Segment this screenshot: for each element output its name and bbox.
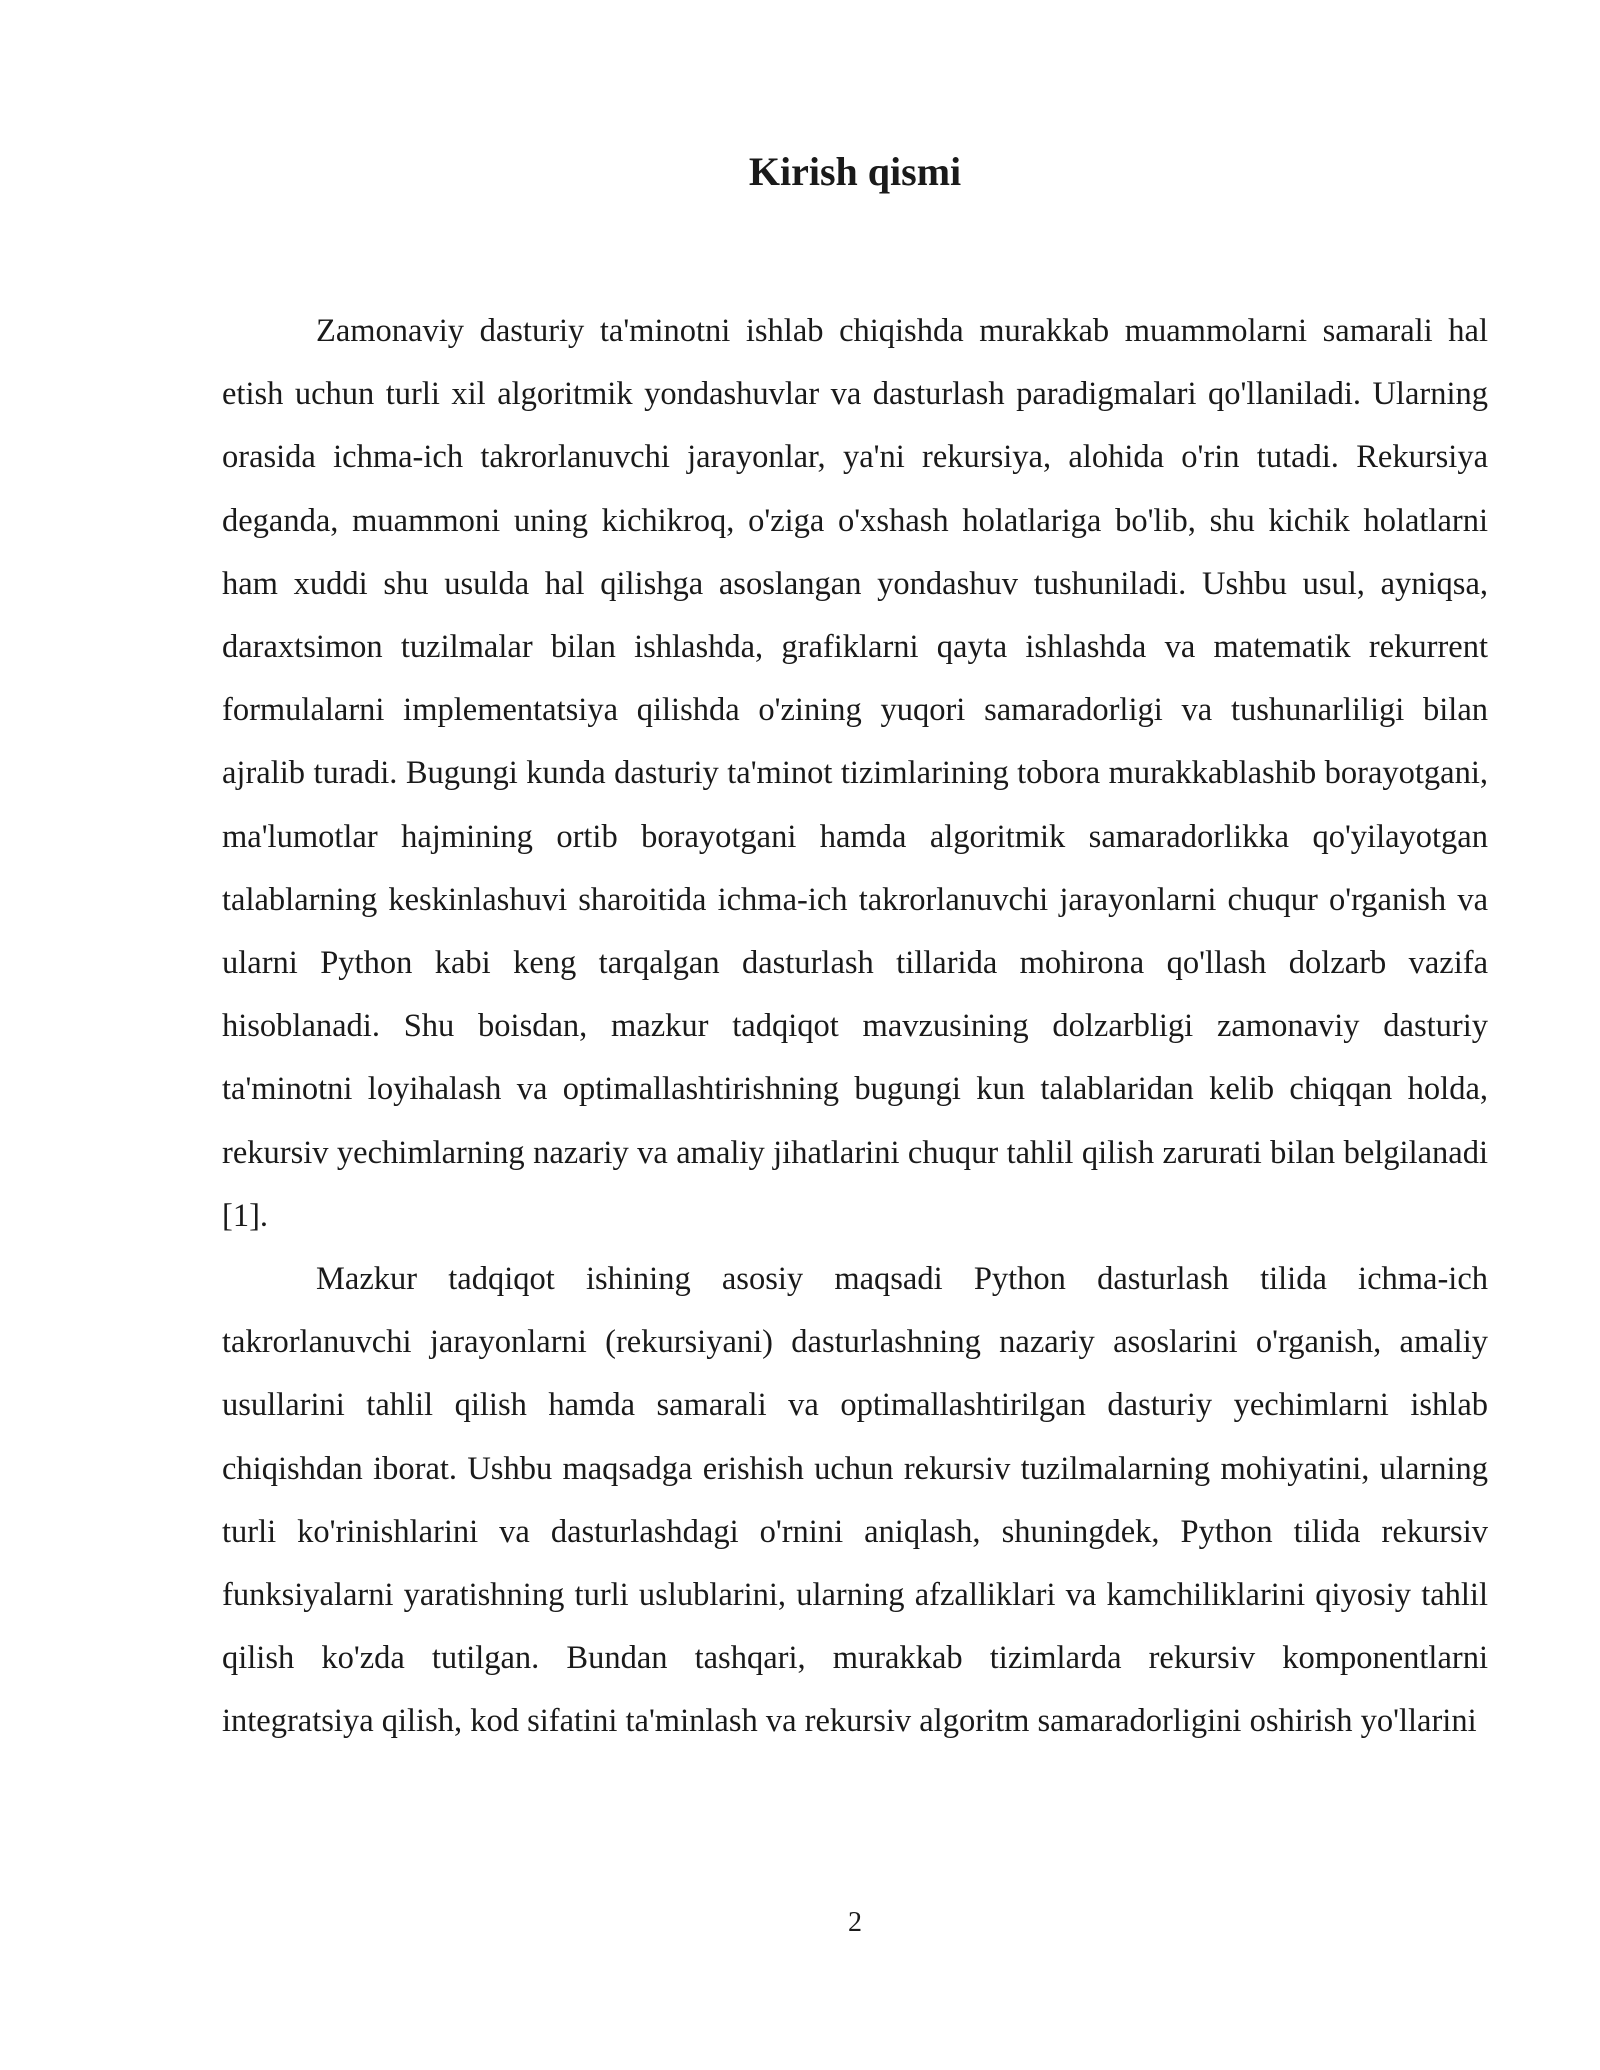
- document-body: [222, 300, 1488, 1754]
- paragraph-2: Mazkur tadqiqot ishining asosiy maqsadi Python dasturlash tilida ichma-ich takrorlanuvchi jarayonlarni (rekursiyani) dasturlashning nazariy asoslarini o'rganish, amaliy usullarini tahlil qilish hamda samarali va optimallashtirilgan dasturiy yechimlarni ishlab chiqishdan iborat. Ushbu maqsadga erishish uchun rekursiv tuzilmalarning mohiyatini, ularning turli ko'rinishlarini va dasturlashdagi o'rnini aniqlash, shuningdek, Python tilida rekursiv funksiyalarni yaratishning turli uslublarini, ularning afzalliklari va kamchiliklarini qiyosiy tahlil qilish ko'zda tutilgan. Bundan tashqari, murakkab tizimlarda rekursiv komponentlarni integratsiya qilish, kod sifatini ta'minlash va rekursiv algoritm samaradorligini oshirish yo'llarini: [222, 1261, 1488, 1740]
- page-number: 2: [848, 1907, 862, 1938]
- paragraph-1: Zamonaviy dasturiy ta'minotni ishlab chiqishda murakkab muammolarni samarali hal etish uchun turli xil algoritmik yondashuvlar va dasturlash paradigmalari qo'llaniladi. Ularning orasida ichma-ich takrorlanuvchi jarayonlar, ya'ni rekursiya, alohida o'rin tutadi. Rekursiya deganda, muammoni uning kichikroq, o'ziga o'xshash holatlariga bo'lib, shu kichik holatlarni ham xuddi shu usulda hal qilishga asoslangan yondashuv tushuniladi. Ushbu usul, ayniqsa, daraxtsimon tuzilmalar bilan ishlashda, grafiklarni qayta ishlashda va matematik rekurrent formulalarni implementatsiya qilishda o'zining yuqori samaradorligi va tushunarliligi bilan ajralib turadi. Bugungi kunda dasturiy ta'minot tizimlarining tobora murakkablashib borayotgani, ma'lumotlar hajmining ortib borayotgani hamda algoritmik samaradorlikka qo'yilayotgan talablarning keskinlashuvi sharoitida ichma-ich takrorlanuvchi jarayonlarni chuqur o'rganish va ularni Python kabi keng tarqalgan dasturlash tillarida mohirona qo'llash dolzarb vazifa hisoblanadi. Shu boisdan, mazkur tadqiqot mavzusining dolzarbligi zamonaviy dasturiy ta'minotni loyihalash va optimallashtirishning bugungi kun talablaridan kelib chiqqan holda, rekursiv yechimlarning nazariy va amaliy jihatlarini chuqur tahlil qilish zarurati bilan belgilanadi [1].: [222, 313, 1488, 1234]
- page-title: Kirish qismi: [748, 149, 962, 194]
